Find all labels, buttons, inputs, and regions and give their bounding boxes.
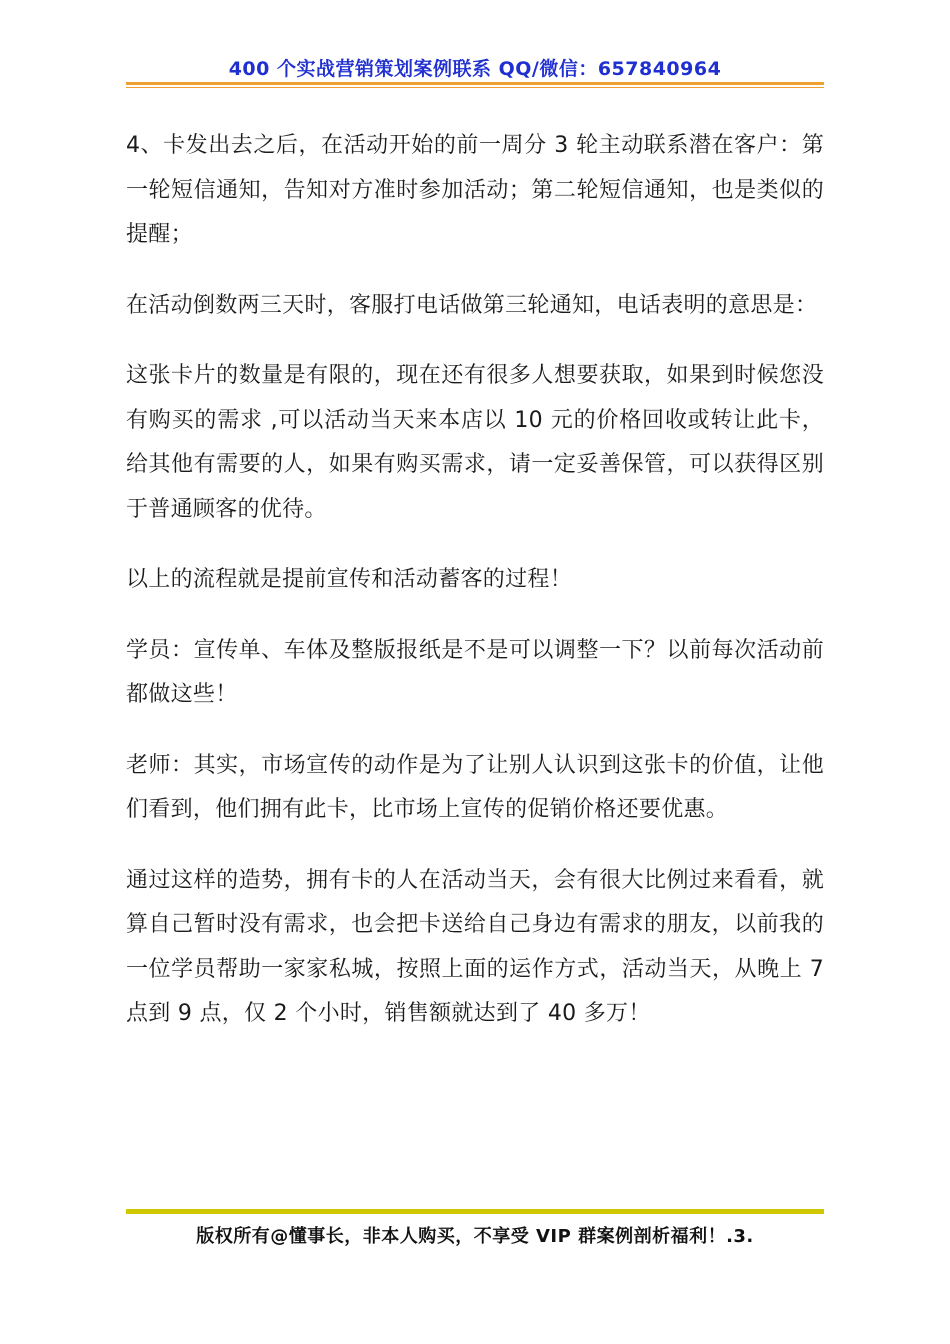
footer-divider [126, 1209, 824, 1214]
paragraph-6: 老师：其实，市场宣传的动作是为了让别人认识到这张卡的价值，让他们看到，他们拥有此卡，比市场上宣传的促销价格还要优惠。 [126, 752, 824, 822]
page-header: 400 个实战营销策划案例联系 QQ/微信：657840964 [228, 58, 722, 80]
page-footer: 版权所有@懂事长，非本人购买，不享受 VIP 群案例剖析福利！.3. [196, 1226, 754, 1247]
paragraph-3: 这张卡片的数量是有限的，现在还有很多人想要获取，如果到时候您没有购买的需求 ,可以活动当天来本店以 10 元的价格回收或转让此卡，给其他有需要的人，如果有购买需求，请一定妥善保管，可以获得区别于普通顾客的优待。 [126, 363, 824, 522]
document-body [126, 124, 824, 1063]
paragraph-4: 以上的流程就是提前宣传和活动蓄客的过程！ [126, 567, 573, 592]
paragraph-7: 通过这样的造势，拥有卡的人在活动当天，会有很大比例过来看看，就算自己暂时没有需求，也会把卡送给自己身边有需求的朋友，以前我的一位学员帮助一家家私城，按照上面的运作方式，活动当天，从晚上 7 点到 9 点，仅 2 个小时，销售额就达到了 40 多万！ [126, 867, 824, 1026]
header-divider [126, 82, 824, 85]
header-divider-thin [126, 87, 824, 88]
paragraph-2: 在活动倒数两三天时，客服打电话做第三轮通知，电话表明的意思是： [126, 292, 818, 318]
paragraph-5: 学员：宣传单、车体及整版报纸是不是可以调整一下？以前每次活动前都做这些！ [126, 637, 824, 707]
paragraph-1: 4、卡发出去之后，在活动开始的前一周分 3 轮主动联系潜在客户：第一轮短信通知，告知对方准时参加活动；第二轮短信通知，也是类似的提醒； [126, 133, 824, 247]
